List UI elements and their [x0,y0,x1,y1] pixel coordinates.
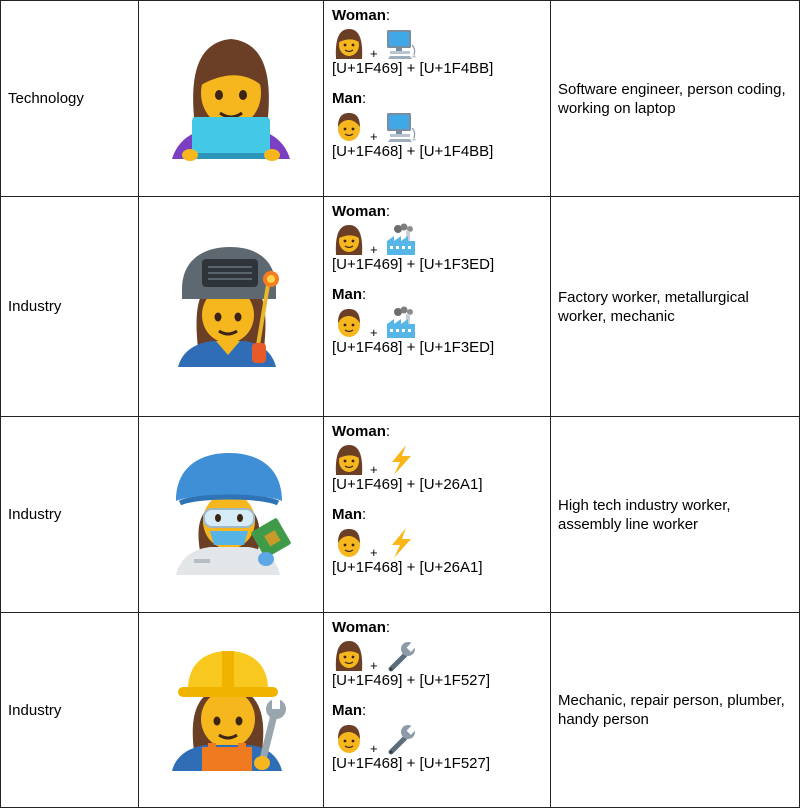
description-cell: Factory worker, metallurgical worker, mechanic [551,197,800,417]
table-row [1,197,800,417]
woman-icon [332,443,366,477]
plus-sign: + [370,545,378,560]
wrench-icon [384,722,418,756]
man-icon [332,306,366,340]
computer-icon [384,110,418,144]
lightning-icon [384,443,418,477]
woman-label: Woman : [332,423,550,441]
man-label: Man : [332,506,550,524]
man-label: Man : [332,90,550,108]
category-cell: Industry [1,417,139,613]
woman-equation [332,639,550,672]
man-icon [332,110,366,144]
codes-cell [324,197,551,417]
category-cell: Industry [1,197,139,417]
woman-icon [332,27,366,61]
factory-icon [384,223,418,257]
woman-label: Woman : [332,203,550,221]
woman-label: Woman : [332,619,550,637]
woman-welder-icon [168,239,294,369]
man-codepoints: [U+1F468] + [U+26A1] [332,559,483,576]
codes-cell [324,1,551,197]
description-cell: Software engineer, person coding, working on laptop [551,1,800,197]
plus-sign: + [370,658,378,673]
plus-sign: + [370,129,378,144]
plus-sign: + [370,741,378,756]
woman-cleanroom-worker-icon [166,447,296,577]
woman-codepoints: [U+1F469] + [U+1F527] [332,672,491,689]
computer-icon [384,27,418,61]
woman-label: Woman : [332,7,550,25]
codes-cell [324,417,551,613]
woman-codepoints: [U+1F469] + [U+1F4BB] [332,60,494,77]
lightning-icon [384,526,418,560]
woman-icon [332,223,366,257]
plus-sign: + [370,325,378,340]
woman-technologist-icon [168,31,294,161]
description-cell: Mechanic, repair person, plumber, handy person [551,613,800,808]
woman-icon [332,639,366,673]
man-equation [332,306,550,339]
man-label: Man : [332,702,550,720]
illustration-cell [139,197,324,417]
description-cell: High tech industry worker, assembly line worker [551,417,800,613]
plus-sign: + [370,462,378,477]
man-icon [332,722,366,756]
wrench-icon [384,639,418,673]
plus-sign: + [370,46,378,61]
man-codepoints: [U+1F468] + [U+1F4BB] [332,143,494,160]
man-equation [332,526,550,559]
man-codepoints: [U+1F468] + [U+1F527] [332,755,491,772]
man-icon [332,526,366,560]
man-equation [332,722,550,755]
table-row [1,613,800,808]
woman-codepoints: [U+1F469] + [U+26A1] [332,476,483,493]
table-row [1,417,800,613]
man-label: Man : [332,286,550,304]
illustration-cell [139,1,324,197]
table-row [1,1,800,197]
category-cell: Technology [1,1,139,197]
plus-sign: + [370,242,378,257]
woman-equation [332,443,550,476]
woman-mechanic-icon [166,643,296,773]
man-codepoints: [U+1F468] + [U+1F3ED] [332,339,495,356]
woman-codepoints: [U+1F469] + [U+1F3ED] [332,256,495,273]
factory-icon [384,306,418,340]
illustration-cell [139,417,324,613]
woman-equation [332,223,550,256]
codes-cell [324,613,551,808]
woman-equation [332,27,550,60]
man-equation [332,110,550,143]
category-cell: Industry [1,613,139,808]
illustration-cell [139,613,324,808]
